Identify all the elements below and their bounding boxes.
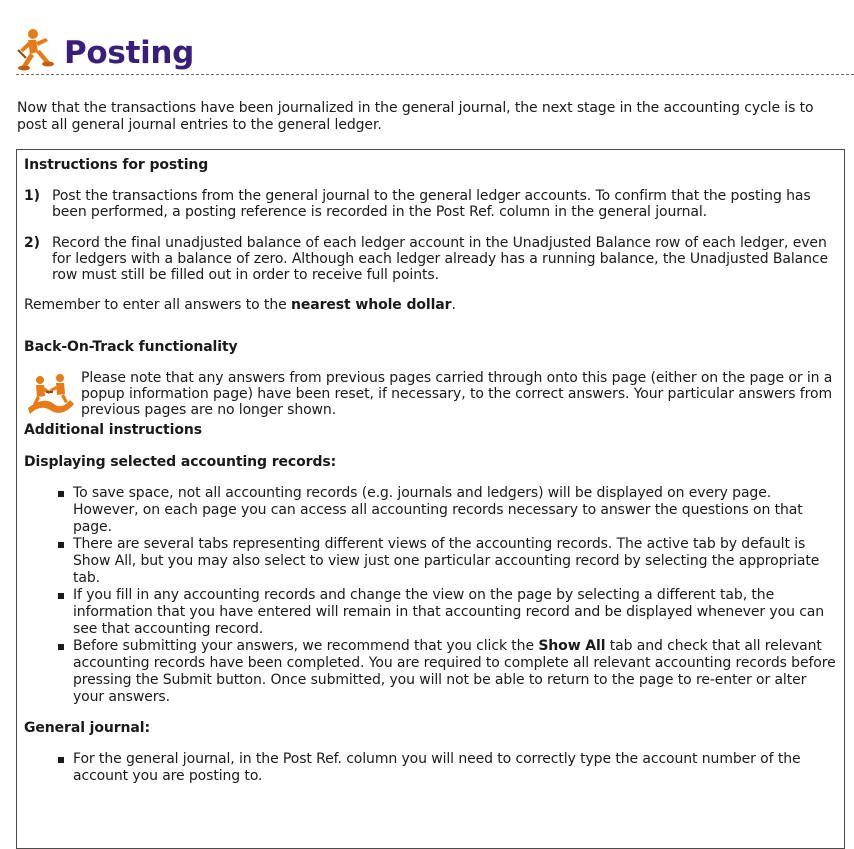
runner-icon xyxy=(16,28,54,72)
back-on-track-icon xyxy=(24,370,81,420)
back-on-track-section xyxy=(24,370,836,420)
step-number: 1) xyxy=(24,188,40,204)
step-number: 2) xyxy=(24,235,40,251)
instruction-step-2 xyxy=(24,235,836,283)
list-item: Before submitting your answers, we recommend that you click the Show All tab and check that all relevant accounting records have been completed. You are required to complete all relevant accounting records before pressing the Submit button. Once submitted, you will not be able to return to the page to re-enter or alter your answers. xyxy=(73,638,836,705)
list-item: For the general journal, in the Post Ref. column you will need to correctly type the account number of the account you are posting to. xyxy=(73,751,836,785)
show-all-emphasis: Show All xyxy=(538,638,606,654)
displaying-records-heading: Displaying selected accounting records: xyxy=(24,454,337,470)
back-on-track-heading: Back-On-Track functionality xyxy=(24,339,238,355)
nearest-dollar-emphasis: nearest whole dollar xyxy=(290,297,452,313)
intro-paragraph: Now that the transactions have been journalized in the general journal, the next stage in the accounting cycle is to post all general journal entries to the general ledger. xyxy=(17,100,814,133)
instruction-step-1 xyxy=(24,188,836,220)
instructions-heading: Instructions for posting xyxy=(24,157,209,173)
additional-instructions-heading: Additional instructions xyxy=(24,422,202,438)
list-item: To save space, not all accounting records (e.g. journals and ledgers) will be displayed on every page. However, on each page you can access all accounting records necessary to answer the questions on that page. xyxy=(73,485,836,536)
general-journal-heading: General journal: xyxy=(24,720,150,736)
step-text: Post the transactions from the general journal to the general ledger accounts. To confirm that the posting has been performed, a posting reference is recorded in the Post Ref. column in the general journal. xyxy=(52,188,811,220)
instructions-box xyxy=(16,149,845,849)
general-journal-list xyxy=(24,751,836,785)
step-text: Record the final unadjusted balance of each ledger account in the Unadjusted Balance row of each ledger, even for ledgers with a balance of zero. Although each ledger already has a running balance, the Unadjusted Balance row must still be filled out in order to receive full points. xyxy=(52,235,828,283)
list-item: If you fill in any accounting records and change the view on the page by selecting a different tab, the information that you have entered will remain in that accounting record and be displayed whenever you can see that accounting record. xyxy=(73,587,836,638)
remember-note: Remember to enter all answers to the nearest whole dollar. xyxy=(24,297,456,313)
page-title: Posting xyxy=(64,35,195,71)
displaying-records-list xyxy=(24,485,836,706)
back-on-track-text: Please note that any answers from previous pages carried through onto this page (either on the page or in a popup information page) have been reset, if necessary, to the correct answers. Your particular answers from previous pages are no longer shown. xyxy=(81,370,833,418)
list-item: There are several tabs representing different views of the accounting records. The active tab by default is Show All, but you may also select to view just one particular accounting record by selecting the appropriate tab. xyxy=(73,536,836,587)
page-header xyxy=(16,26,854,75)
